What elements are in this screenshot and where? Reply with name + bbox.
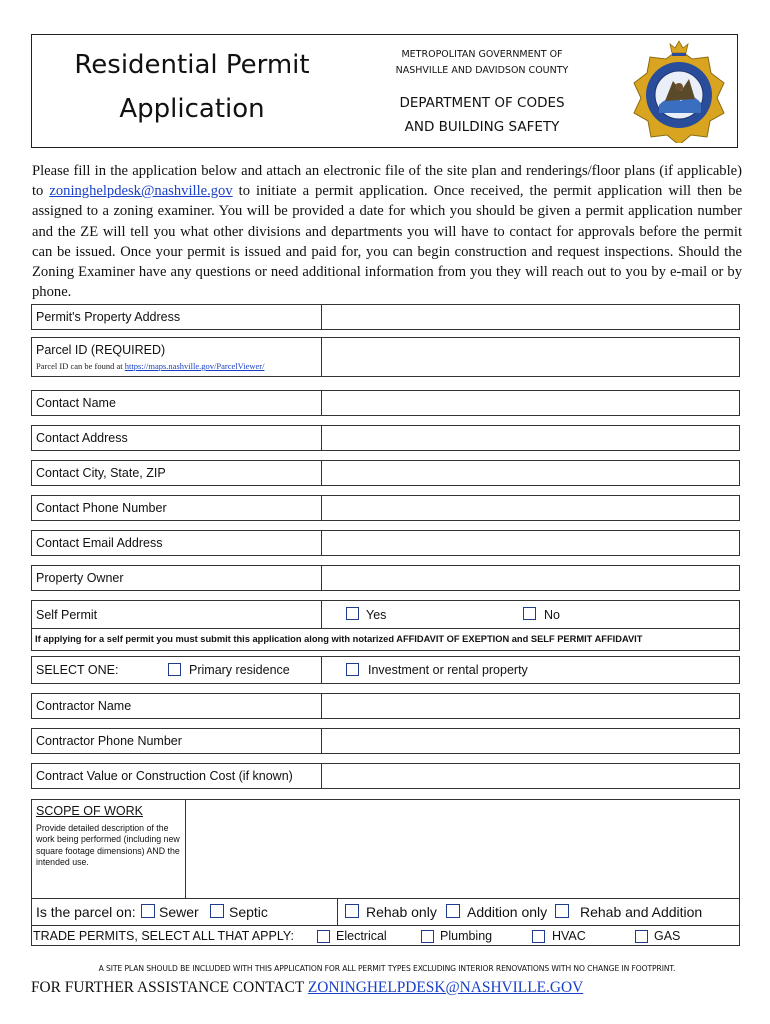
plumbing-checkbox[interactable] bbox=[421, 930, 434, 943]
parcel-id-note: Parcel ID can be found at https://maps.nashville.gov/ParcelViewer/ bbox=[36, 361, 265, 371]
scope-of-work-title: SCOPE OF WORK bbox=[36, 804, 143, 818]
contractor-name-row bbox=[31, 693, 740, 719]
contact-phone-row bbox=[31, 495, 740, 521]
department-name: DEPARTMENT OF CODES AND BUILDING SAFETY bbox=[399, 95, 565, 135]
contractor-phone-label: Contractor Phone Number bbox=[36, 734, 182, 748]
site-plan-notice: A SITE PLAN SHOULD BE INCLUDED WITH THIS APPLICATION FOR ALL PERMIT TYPES EXCLUDING INTERIOR RENOVATIONS WITH NO CHANGE IN FOOTPRINT. bbox=[98, 964, 676, 973]
contract-value-input[interactable] bbox=[322, 764, 739, 788]
contractor-name-label: Contractor Name bbox=[36, 699, 132, 713]
self-permit-yes-label: Yes bbox=[366, 608, 387, 622]
rehab-only-checkbox[interactable] bbox=[345, 904, 359, 918]
contact-address-label: Contact Address bbox=[36, 431, 128, 445]
form-header bbox=[31, 34, 738, 148]
contact-phone-input[interactable] bbox=[322, 496, 739, 520]
parcel-id-input[interactable] bbox=[322, 338, 739, 376]
contact-email-input[interactable] bbox=[322, 531, 739, 555]
select-one-label: SELECT ONE: bbox=[36, 663, 119, 677]
sewer-label: Sewer bbox=[159, 904, 199, 920]
contact-city-input[interactable] bbox=[322, 461, 739, 485]
contact-city-row bbox=[31, 460, 740, 486]
plumbing-label: Plumbing bbox=[440, 929, 493, 943]
contract-value-row bbox=[31, 763, 740, 789]
self-permit-no-label: No bbox=[544, 608, 560, 622]
contact-city-label: Contact City, State, ZIP bbox=[36, 466, 166, 480]
parcel-on-label: Is the parcel on: bbox=[36, 904, 136, 920]
rehab-only-label: Rehab only bbox=[366, 904, 437, 920]
property-address-label: Permit's Property Address bbox=[36, 310, 181, 324]
contact-name-input[interactable] bbox=[322, 391, 739, 415]
property-owner-input[interactable] bbox=[322, 566, 739, 590]
scope-of-work-input[interactable] bbox=[186, 800, 739, 898]
rehab-and-addition-checkbox[interactable] bbox=[555, 904, 569, 918]
parcel-and-trade-section bbox=[31, 899, 740, 946]
form-title: Residential Permit Application bbox=[74, 50, 310, 124]
property-owner-row bbox=[31, 565, 740, 591]
self-permit-notice: If applying for a self permit you must submit this application along with notarized AFFIDAVIT OF EXEPTION and SELF PERMIT AFFIDAVIT bbox=[31, 629, 740, 651]
property-address-row bbox=[31, 304, 740, 330]
primary-residence-checkbox[interactable] bbox=[168, 663, 181, 676]
contact-name-label: Contact Name bbox=[36, 396, 116, 410]
footer-helpdesk-email-link[interactable]: ZONINGHELPDESK@NASHVILLE.GOV bbox=[307, 979, 584, 996]
investment-property-checkbox[interactable] bbox=[346, 663, 359, 676]
contact-address-row bbox=[31, 425, 740, 451]
contact-email-label: Contact Email Address bbox=[36, 536, 163, 550]
gas-checkbox[interactable] bbox=[635, 930, 648, 943]
rehab-and-addition-label: Rehab and Addition bbox=[580, 904, 703, 920]
scope-of-work-section bbox=[31, 799, 740, 899]
hvac-checkbox[interactable] bbox=[532, 930, 545, 943]
septic-label: Septic bbox=[229, 904, 268, 920]
contractor-phone-input[interactable] bbox=[322, 729, 739, 753]
electrical-label: Electrical bbox=[336, 929, 387, 943]
further-assistance-contact: FOR FURTHER ASSISTANCE CONTACT ZONINGHELPDESK@NASHVILLE.GOV bbox=[31, 979, 584, 996]
self-permit-label: Self Permit bbox=[36, 607, 98, 622]
scope-of-work-description: Provide detailed description of the work being performed (including new square footage dimensions) AND the intended use. bbox=[36, 823, 180, 867]
primary-residence-label: Primary residence bbox=[189, 663, 290, 677]
self-permit-no-checkbox[interactable] bbox=[523, 607, 536, 620]
helpdesk-email-link[interactable]: zoninghelpdesk@nashville.gov bbox=[49, 183, 233, 200]
contact-phone-label: Contact Phone Number bbox=[36, 501, 167, 515]
sewer-checkbox[interactable] bbox=[141, 904, 155, 918]
metro-government-name: METROPOLITAN GOVERNMENT OF NASHVILLE AND DAVIDSON COUNTY bbox=[395, 49, 569, 76]
instructions-paragraph: Please fill in the application below and attach an electronic file of the site plan and renderings/floor plans (if applicable) to zoninghelpdesk@nashville.gov to initiate a permit application. Once received, the permit application will then be assigned to a zoning examiner. You will be provided a date for which you should be given a permit application number and the ZE will tell you what other divisions and departments you will have to contact for approvals before the permit can be issued. Once your permit is issued and paid for, you can begin construction and request inspections. Should the Zoning Examiner have any questions or need additional information from you they will reach out to you by e-mail or by phone. bbox=[32, 163, 743, 301]
investment-property-label: Investment or rental property bbox=[368, 663, 528, 677]
property-address-input[interactable] bbox=[322, 305, 739, 329]
addition-only-checkbox[interactable] bbox=[446, 904, 460, 918]
self-permit-row bbox=[31, 600, 740, 629]
contractor-phone-row bbox=[31, 728, 740, 754]
property-owner-label: Property Owner bbox=[36, 571, 124, 585]
contact-address-input[interactable] bbox=[322, 426, 739, 450]
gas-label: GAS bbox=[654, 929, 681, 943]
hvac-label: HVAC bbox=[552, 929, 586, 943]
addition-only-label: Addition only bbox=[467, 904, 548, 920]
metro-nashville-seal-icon bbox=[627, 39, 731, 143]
contractor-name-input[interactable] bbox=[322, 694, 739, 718]
trade-permits-label: TRADE PERMITS, SELECT ALL THAT APPLY: bbox=[33, 929, 294, 943]
select-one-row bbox=[31, 656, 740, 684]
electrical-checkbox[interactable] bbox=[317, 930, 330, 943]
contact-name-row bbox=[31, 390, 740, 416]
parcel-id-row bbox=[31, 337, 740, 377]
parcel-viewer-link[interactable]: https://maps.nashville.gov/ParcelViewer/ bbox=[124, 361, 265, 371]
contact-email-row bbox=[31, 530, 740, 556]
contract-value-label: Contract Value or Construction Cost (if known) bbox=[36, 769, 293, 783]
septic-checkbox[interactable] bbox=[210, 904, 224, 918]
self-permit-yes-checkbox[interactable] bbox=[346, 607, 359, 620]
parcel-id-label: Parcel ID (REQUIRED) Parcel ID can be found at https://maps.nashville.gov/ParcelViewer/ bbox=[36, 338, 320, 376]
